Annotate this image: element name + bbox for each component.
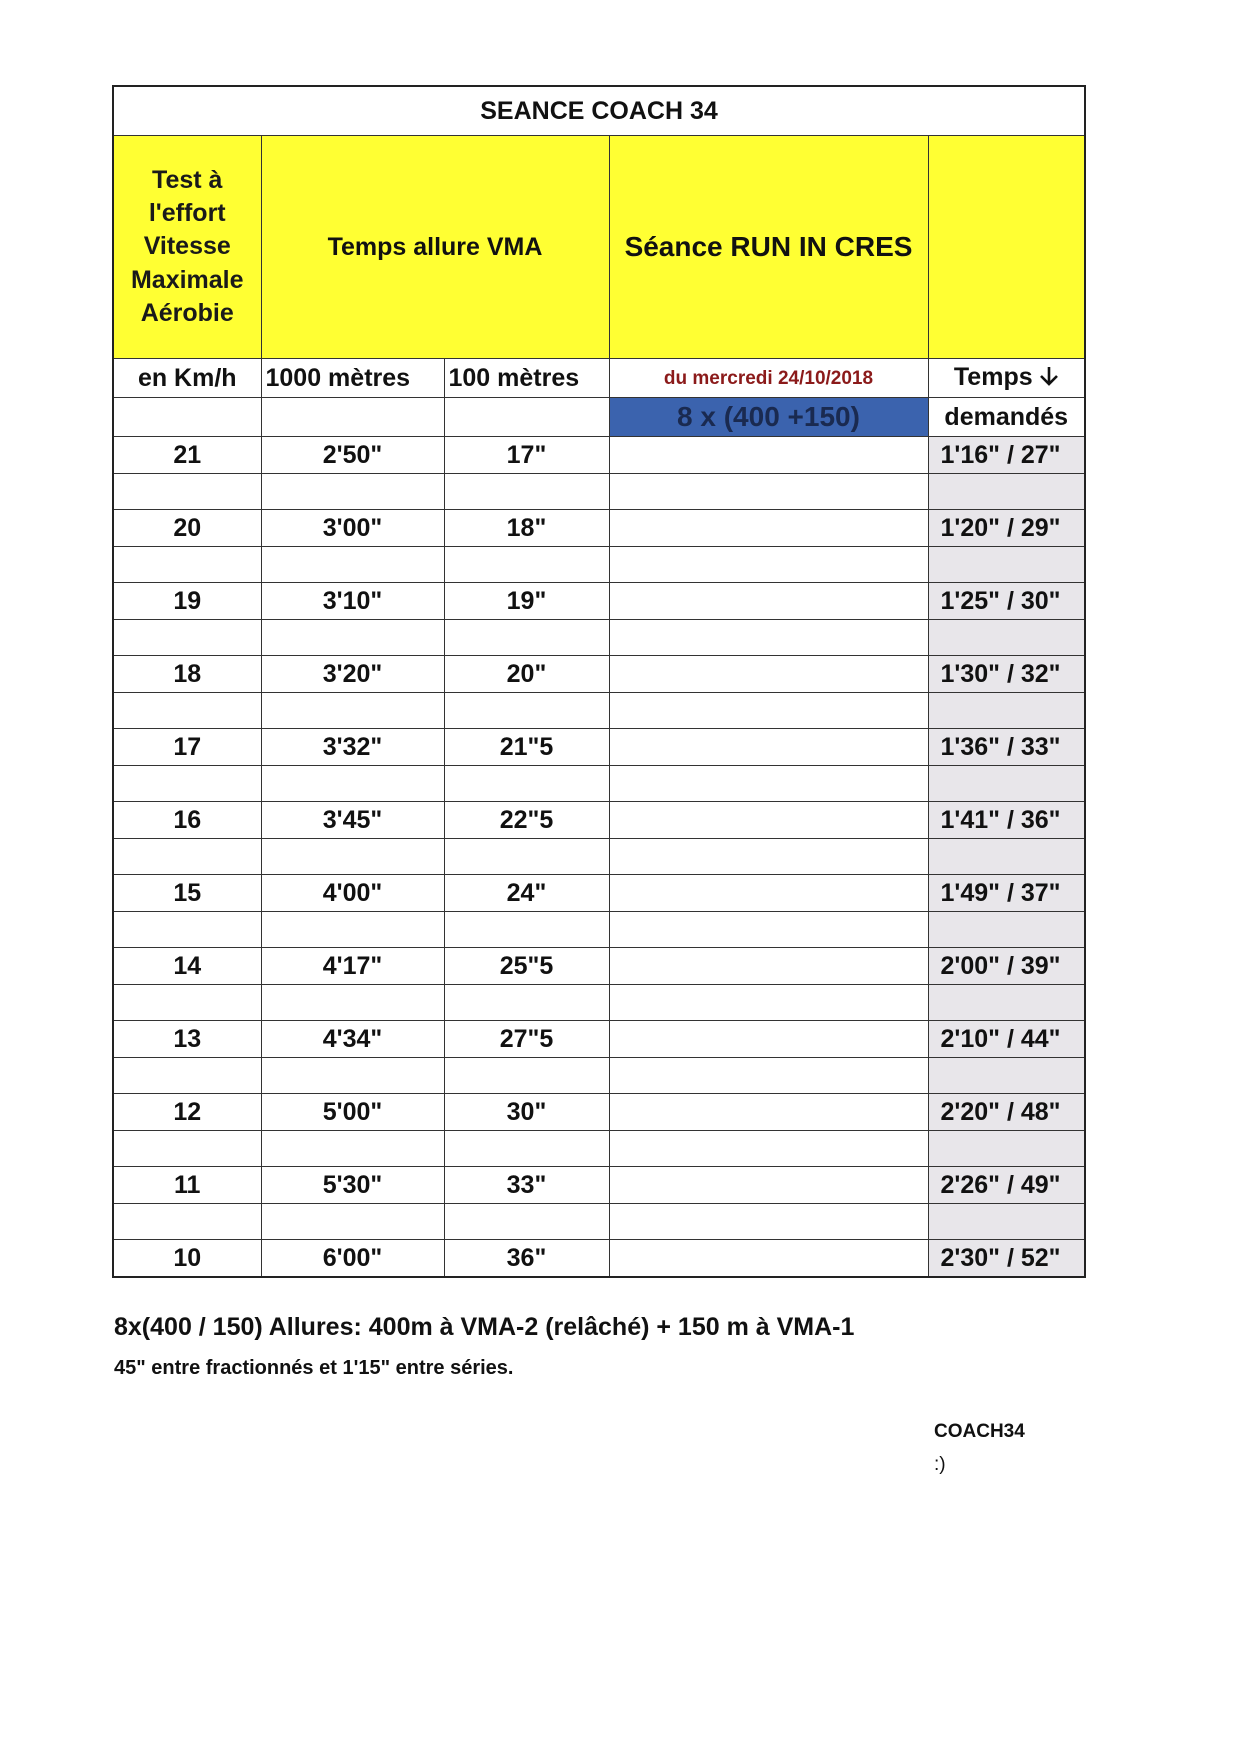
required-time: 1'25" / 30" bbox=[928, 583, 1085, 620]
temps-header-blank bbox=[928, 136, 1085, 359]
pace-1000m: 3'32" bbox=[261, 729, 444, 766]
blank-cell bbox=[113, 1131, 261, 1167]
smiley: :) bbox=[934, 1454, 946, 1475]
sheet-title: SEANCE COACH 34 bbox=[113, 86, 1085, 136]
seance-cell bbox=[609, 875, 928, 912]
pace-100m: 18" bbox=[444, 510, 609, 547]
required-time: 2'30" / 52" bbox=[928, 1240, 1085, 1278]
pace-1000m: 3'00" bbox=[261, 510, 444, 547]
tempo-header: Temps allure VMA bbox=[261, 136, 609, 359]
spacer-row bbox=[113, 1204, 1085, 1240]
table-row bbox=[113, 437, 1085, 474]
vma-value: 16 bbox=[113, 802, 261, 839]
seance-cell bbox=[609, 656, 928, 693]
blank-cell bbox=[261, 547, 444, 583]
spacer-row bbox=[113, 839, 1085, 875]
session-date: du mercredi 24/10/2018 bbox=[609, 359, 928, 398]
required-time: 1'20" / 29" bbox=[928, 510, 1085, 547]
pace-100m: 30" bbox=[444, 1094, 609, 1131]
blank-cell bbox=[113, 985, 261, 1021]
table-row bbox=[113, 875, 1085, 912]
vma-value: 15 bbox=[113, 875, 261, 912]
blank-cell bbox=[261, 766, 444, 802]
pace-100m: 27"5 bbox=[444, 1021, 609, 1058]
pace-100m: 19" bbox=[444, 583, 609, 620]
pace-100m: 33" bbox=[444, 1167, 609, 1204]
blank-cell bbox=[261, 693, 444, 729]
vma-value: 13 bbox=[113, 1021, 261, 1058]
pace-100m: 24" bbox=[444, 875, 609, 912]
blank-cell bbox=[113, 620, 261, 656]
blank-cell bbox=[609, 985, 928, 1021]
blank-cell bbox=[261, 1131, 444, 1167]
blank-cell bbox=[928, 1058, 1085, 1094]
seance-cell bbox=[609, 1094, 928, 1131]
pace-100m: 36" bbox=[444, 1240, 609, 1278]
pace-1000m: 3'45" bbox=[261, 802, 444, 839]
temps-label-cell bbox=[928, 359, 1085, 398]
blank-cell bbox=[928, 693, 1085, 729]
spacer-row bbox=[113, 1058, 1085, 1094]
pace-1000m: 5'00" bbox=[261, 1094, 444, 1131]
blank-cell bbox=[113, 1058, 261, 1094]
blank-cell bbox=[444, 474, 609, 510]
required-time: 1'49" / 37" bbox=[928, 875, 1085, 912]
blank-cell bbox=[928, 912, 1085, 948]
blank-cell bbox=[928, 474, 1085, 510]
signature: COACH34 bbox=[934, 1421, 1025, 1442]
blank-cell bbox=[261, 912, 444, 948]
blank-cell bbox=[609, 693, 928, 729]
blank-cell bbox=[928, 985, 1085, 1021]
blank-cell bbox=[444, 985, 609, 1021]
blank-cell bbox=[928, 1204, 1085, 1240]
blank-cell bbox=[609, 1058, 928, 1094]
blank-cell bbox=[113, 839, 261, 875]
blank-cell bbox=[261, 839, 444, 875]
pace-100m: 17" bbox=[444, 437, 609, 474]
blank-cell bbox=[609, 1204, 928, 1240]
blank-cell bbox=[609, 620, 928, 656]
pace-1000m: 6'00" bbox=[261, 1240, 444, 1278]
pace-1000m: 4'17" bbox=[261, 948, 444, 985]
seance-cell bbox=[609, 948, 928, 985]
blank-cell bbox=[609, 547, 928, 583]
table-row bbox=[113, 1021, 1085, 1058]
spacer-row bbox=[113, 912, 1085, 948]
blank-cell bbox=[261, 985, 444, 1021]
pace-1000m: 3'10" bbox=[261, 583, 444, 620]
blank-cell bbox=[928, 766, 1085, 802]
table-row bbox=[113, 802, 1085, 839]
vma-value: 17 bbox=[113, 729, 261, 766]
blank-cell bbox=[444, 1058, 609, 1094]
blank-cell bbox=[444, 839, 609, 875]
required-time: 1'30" / 32" bbox=[928, 656, 1085, 693]
spacer-row bbox=[113, 766, 1085, 802]
pace-sheet bbox=[112, 85, 1084, 1278]
blank-cell bbox=[928, 1131, 1085, 1167]
vma-value: 11 bbox=[113, 1167, 261, 1204]
blank-cell bbox=[113, 766, 261, 802]
spacer-row bbox=[113, 620, 1085, 656]
vma-value: 18 bbox=[113, 656, 261, 693]
temps-label: Temps bbox=[953, 362, 1033, 391]
unit-label: en Km/h bbox=[113, 359, 261, 398]
session-notes bbox=[114, 1315, 1074, 1378]
required-time: 2'00" / 39" bbox=[928, 948, 1085, 985]
blank-cell bbox=[444, 547, 609, 583]
required-time: 1'41" / 36" bbox=[928, 802, 1085, 839]
vma-value: 10 bbox=[113, 1240, 261, 1278]
spacer-row bbox=[113, 474, 1085, 510]
table-row bbox=[113, 729, 1085, 766]
blank-cell bbox=[261, 620, 444, 656]
blank-cell bbox=[444, 693, 609, 729]
blank-cell bbox=[928, 620, 1085, 656]
vma-value: 20 bbox=[113, 510, 261, 547]
seance-cell bbox=[609, 510, 928, 547]
seance-cell bbox=[609, 729, 928, 766]
blank-cell bbox=[609, 912, 928, 948]
col-100m-header: 100 mètres bbox=[444, 359, 609, 398]
table-row bbox=[113, 1240, 1085, 1278]
seance-cell bbox=[609, 1167, 928, 1204]
pace-100m: 21"5 bbox=[444, 729, 609, 766]
vma-value: 21 bbox=[113, 437, 261, 474]
required-time: 1'16" / 27" bbox=[928, 437, 1085, 474]
note-recovery: 45" entre fractionnés et 1'15" entre séries. bbox=[114, 1357, 514, 1379]
seance-cell bbox=[609, 1240, 928, 1278]
pace-100m: 22"5 bbox=[444, 802, 609, 839]
spacer-row bbox=[113, 547, 1085, 583]
vma-test-header: Test à l'effort Vitesse Maximale Aérobie bbox=[113, 136, 261, 359]
blank-cell bbox=[113, 693, 261, 729]
blank-cell bbox=[261, 1204, 444, 1240]
pace-1000m: 3'20" bbox=[261, 656, 444, 693]
blank-cell bbox=[928, 547, 1085, 583]
required-time: 1'36" / 33" bbox=[928, 729, 1085, 766]
required-time: 2'20" / 48" bbox=[928, 1094, 1085, 1131]
seance-cell bbox=[609, 437, 928, 474]
vma-value: 12 bbox=[113, 1094, 261, 1131]
blank-cell bbox=[444, 1131, 609, 1167]
demandes-label: demandés bbox=[928, 398, 1085, 437]
vma-value: 19 bbox=[113, 583, 261, 620]
table-row bbox=[113, 510, 1085, 547]
table-row bbox=[113, 656, 1085, 693]
blank-cell bbox=[928, 839, 1085, 875]
blank-cell bbox=[113, 474, 261, 510]
blank-cell bbox=[444, 766, 609, 802]
table-row bbox=[113, 1167, 1085, 1204]
vma-value: 14 bbox=[113, 948, 261, 985]
seance-header: Séance RUN IN CRES bbox=[609, 136, 928, 359]
blank-cell bbox=[609, 1131, 928, 1167]
blank-cell bbox=[113, 1204, 261, 1240]
blank-cell bbox=[444, 398, 609, 437]
pace-1000m: 4'34" bbox=[261, 1021, 444, 1058]
pace-1000m: 5'30" bbox=[261, 1167, 444, 1204]
seance-cell bbox=[609, 583, 928, 620]
arrow-down-icon bbox=[1039, 365, 1059, 392]
blank-cell bbox=[609, 839, 928, 875]
vma-table bbox=[112, 85, 1086, 1278]
blank-cell bbox=[261, 474, 444, 510]
table-row bbox=[113, 583, 1085, 620]
spacer-row bbox=[113, 693, 1085, 729]
spacer-row bbox=[113, 1131, 1085, 1167]
blank-cell bbox=[261, 398, 444, 437]
blank-cell bbox=[113, 547, 261, 583]
blank-cell bbox=[444, 1204, 609, 1240]
blank-cell bbox=[444, 912, 609, 948]
blank-cell bbox=[113, 912, 261, 948]
table-row bbox=[113, 1094, 1085, 1131]
required-time: 2'26" / 49" bbox=[928, 1167, 1085, 1204]
blank-cell bbox=[609, 766, 928, 802]
seance-cell bbox=[609, 1021, 928, 1058]
blank-cell bbox=[444, 620, 609, 656]
pace-1000m: 2'50" bbox=[261, 437, 444, 474]
seance-cell bbox=[609, 802, 928, 839]
required-time: 2'10" / 44" bbox=[928, 1021, 1085, 1058]
col-1000m-header: 1000 mètres bbox=[261, 359, 444, 398]
blank-cell bbox=[261, 1058, 444, 1094]
pace-100m: 25"5 bbox=[444, 948, 609, 985]
blank-cell bbox=[113, 398, 261, 437]
blank-cell bbox=[609, 474, 928, 510]
table-row bbox=[113, 948, 1085, 985]
workout-label: 8 x (400 +150) bbox=[609, 398, 928, 437]
spacer-row bbox=[113, 985, 1085, 1021]
pace-100m: 20" bbox=[444, 656, 609, 693]
note-allures: 8x(400 / 150) Allures: 400m à VMA-2 (relâché) + 150 m à VMA-1 bbox=[114, 1313, 855, 1341]
pace-1000m: 4'00" bbox=[261, 875, 444, 912]
